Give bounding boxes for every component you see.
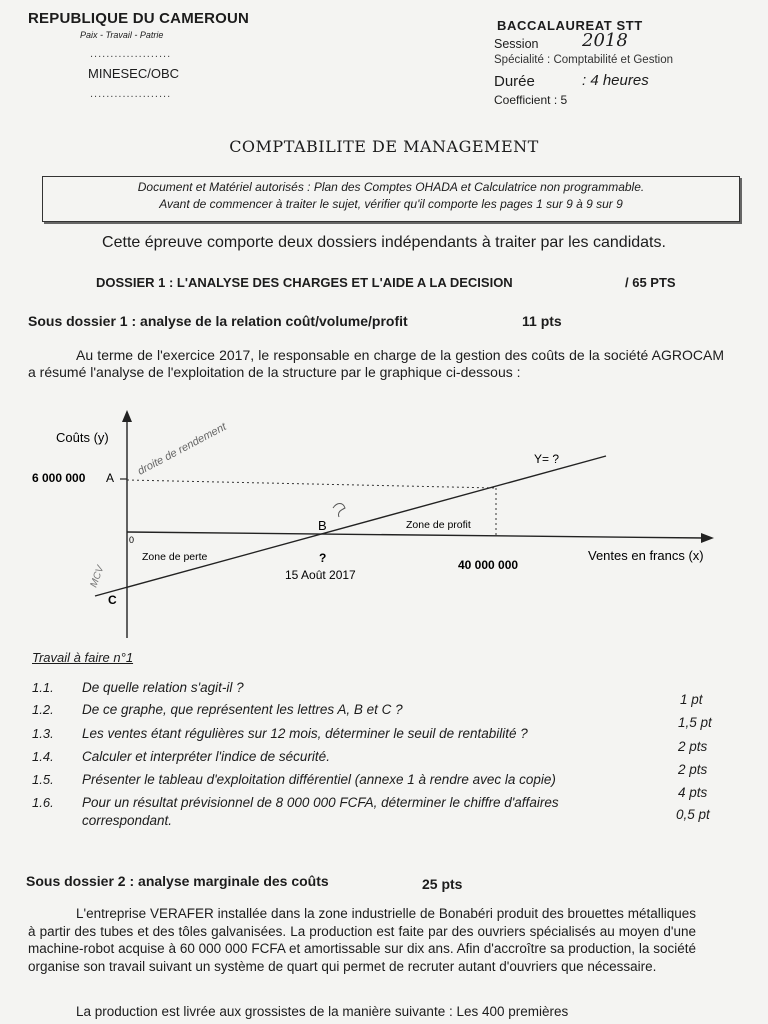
point-a-label: A <box>106 471 115 485</box>
session-label: Session <box>494 37 539 51</box>
sous-dossier-1-paragraph: Au terme de l'exercice 2017, le responsable en charge de la gestion des coûts de la société AGROCAM a résumé l'analyse de l'exploitation de la structure par le graphique ci-dessous : <box>28 347 724 380</box>
handwritten-mark <box>333 504 345 518</box>
task-number: 1.1. <box>32 680 54 695</box>
notice-line-2: Avant de commencer à traiter le sujet, vérifier qu'il comporte les pages 1 sur 9 à 9 sur 9 <box>159 197 623 211</box>
session-value: 2018 <box>582 30 628 51</box>
x-value-label: 40 000 000 <box>458 558 519 572</box>
task-points: 1,5 pt <box>678 715 712 730</box>
task-points: 4 pts <box>678 785 708 800</box>
country-title: REPUBLIQUE DU CAMEROUN <box>28 10 250 27</box>
duration-label: Durée <box>494 73 535 90</box>
sous-dossier-2-title: Sous dossier 2 : analyse marginale des coûts <box>26 873 329 889</box>
sous-dossier-2-paragraph: L'entreprise VERAFER installée dans la zone industrielle de Bonabéri produit des brouettes métalliques à partir des tubes et des tôles galvanisées. La production est faite par des ouvriers spécialisés au moyen d'une machine-robot acquise à 60 000 000 FCFA et amortissable sur dix ans. Afin d'accroître sa production, la société organise son travail suivant un système de quart qui permet de recruter autant d'ouvriers que nécessaire. <box>28 906 696 974</box>
task-text: De quelle relation s'agit-il ? <box>82 680 244 695</box>
task-number: 1.2. <box>32 702 54 717</box>
line-label: Y= ? <box>534 452 560 466</box>
x-axis <box>127 532 705 538</box>
handwritten-annotation: MCV <box>88 564 107 590</box>
zone-loss-label: Zone de perte <box>142 551 208 563</box>
dossier-1-points: / 65 PTS <box>625 275 676 290</box>
task-points: 2 pts <box>678 762 708 777</box>
sous-dossier-2-paragraph-2: La production est livrée aux grossistes de la manière suivante : Les 400 premières <box>76 1004 569 1019</box>
b-date-label: 15 Août 2017 <box>285 568 356 582</box>
sous-dossier-1-title: Sous dossier 1 : analyse de la relation coût/volume/profit <box>28 313 408 329</box>
dotted-line: .................... <box>90 48 172 60</box>
task-text: Les ventes étant régulières sur 12 mois, déterminer le seuil de rentabilité ? <box>82 726 528 741</box>
task-text-continued: correspondant. <box>82 813 173 828</box>
y-axis-arrow <box>122 410 132 422</box>
ministry-label: MINESEC/OBC <box>88 66 180 81</box>
specialty-line: Spécialité : Comptabilité et Gestion <box>494 54 673 66</box>
dotted-line: .................... <box>90 88 172 100</box>
dossier-1-title: DOSSIER 1 : L'ANALYSE DES CHARGES ET L'AIDE A LA DECISION <box>96 275 513 290</box>
y-value-label: 6 000 000 <box>32 471 86 485</box>
task-points: 2 pts <box>678 739 708 754</box>
exam-intro: Cette épreuve comporte deux dossiers indépendants à traiter par les candidats. <box>102 234 666 251</box>
x-axis-label: Ventes en francs (x) <box>588 548 704 563</box>
notice-line-1: Document et Matériel autorisés : Plan des Comptes OHADA et Calculatrice non programmable. <box>137 180 645 194</box>
task-number: 1.6. <box>32 795 54 810</box>
task-number: 1.5. <box>32 772 54 787</box>
task-number: 1.3. <box>32 726 54 741</box>
work-title: Travail à faire n°1 <box>32 650 134 665</box>
task-points: 1 pt <box>680 692 703 707</box>
point-c-label: C <box>108 593 117 607</box>
task-text: De ce graphe, que représentent les lettres A, B et C ? <box>82 702 403 717</box>
duration-value: : 4 heures <box>582 72 649 89</box>
task-text: Calculer et interpréter l'indice de sécurité. <box>82 749 330 764</box>
task-points: 0,5 pt <box>676 807 710 822</box>
y-axis-label: Coûts (y) <box>56 430 109 445</box>
x-axis-arrow <box>701 533 714 543</box>
cost-volume-profit-graph <box>0 400 768 645</box>
point-b-label: B <box>318 518 327 533</box>
exam-title: BACCALAUREAT STT <box>497 18 643 33</box>
national-motto: Paix - Travail - Patrie <box>80 30 164 40</box>
zone-profit-label: Zone de profit <box>406 519 471 531</box>
notice-box <box>42 176 740 222</box>
task-text: Présenter le tableau d'exploitation différentiel (annexe 1 à rendre avec la copie) <box>82 772 556 787</box>
sous-dossier-1-points: 11 pts <box>522 313 562 329</box>
task-number: 1.4. <box>32 749 54 764</box>
b-question-mark: ? <box>319 551 327 565</box>
a-dotted-line <box>127 480 496 488</box>
handwritten-annotation: droite de rendement <box>135 420 229 478</box>
subject-title: COMPTABILITE DE MANAGEMENT <box>229 137 539 156</box>
coefficient-line: Coefficient : 5 <box>494 93 568 107</box>
sous-dossier-2-points: 25 pts <box>422 876 463 892</box>
origin-label: 0 <box>129 535 135 545</box>
task-text: Pour un résultat prévisionnel de 8 000 000 FCFA, déterminer le chiffre d'affaires <box>82 795 559 810</box>
